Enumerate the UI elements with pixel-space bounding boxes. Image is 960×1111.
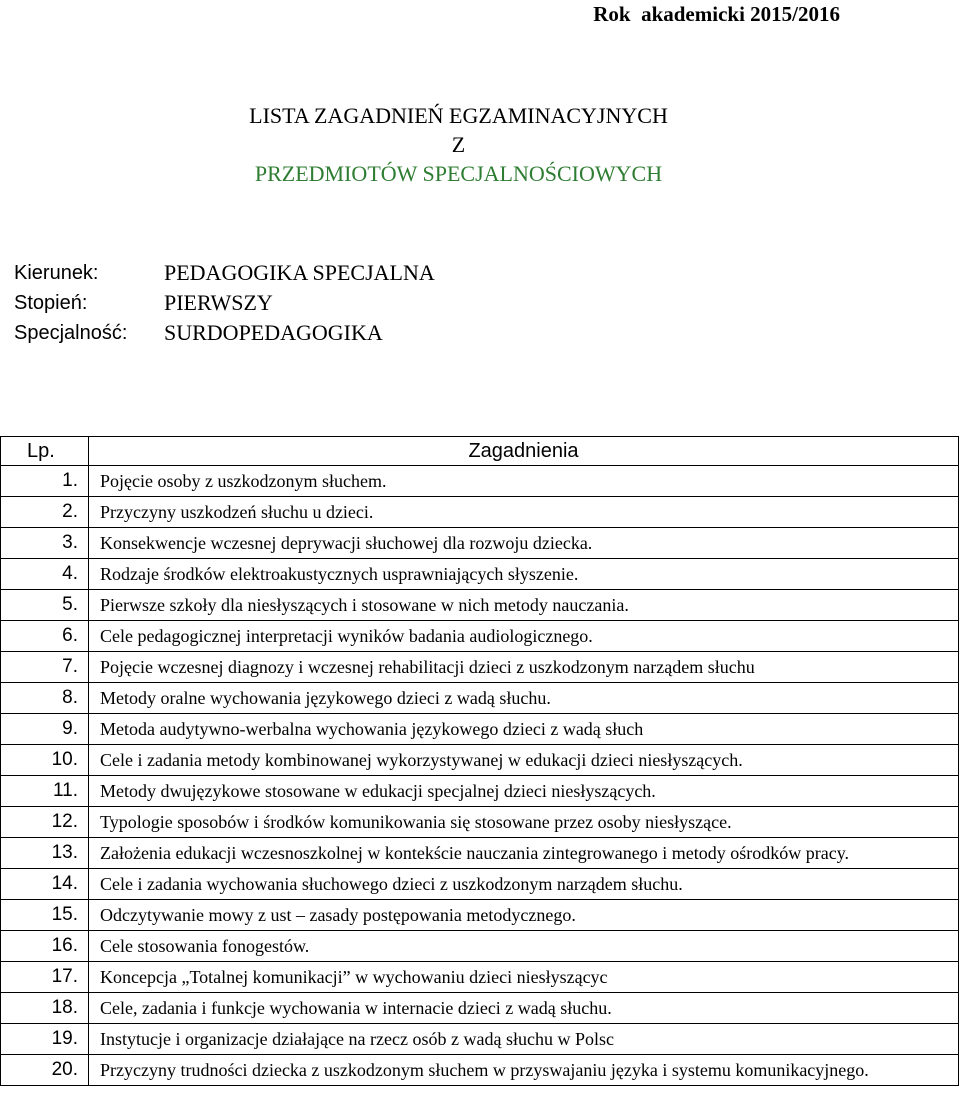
row-topic: Metody dwujęzykowe stosowane w edukacji specjalnej dzieci niesłyszących. (89, 776, 959, 807)
kierunek-row (14, 258, 435, 288)
row-topic: Założenia edukacji wczesnoszkolnej w kontekście nauczania zintegrowanego i metody ośrodków pracy. (89, 838, 959, 869)
row-number: 14. (1, 869, 89, 900)
kierunek-label: Kierunek: (14, 262, 99, 284)
row-topic: Konsekwencje wczesnej deprywacji słuchowej dla rozwoju dziecka. (89, 528, 959, 559)
row-number: 7. (1, 652, 89, 683)
table-row (1, 1024, 959, 1055)
row-topic: Cele, zadania i funkcje wychowania w internacie dzieci z wadą słuchu. (89, 993, 959, 1024)
row-number: 12. (1, 807, 89, 838)
row-topic: Cele pedagogicznej interpretacji wyników badania audiologicznego. (89, 621, 959, 652)
header-topics: Zagadnienia (89, 437, 959, 466)
row-number: 6. (1, 621, 89, 652)
table-row (1, 590, 959, 621)
table-row (1, 776, 959, 807)
topics-table (0, 436, 959, 1086)
document-title-line3: PRZEDMIOTÓW SPECJALNOŚCIOWYCH (254, 161, 663, 186)
row-topic: Pojęcie wczesnej diagnozy i wczesnej rehabilitacji dzieci z uszkodzonym narządem słuchu (89, 652, 959, 683)
header-lp: Lp. (1, 437, 89, 466)
row-topic: Metody oralne wychowania językowego dzieci z wadą słuchu. (89, 683, 959, 714)
specjalnosc-row (14, 318, 435, 348)
row-number: 20. (1, 1055, 89, 1086)
row-topic: Przyczyny uszkodzeń słuchu u dzieci. (89, 497, 959, 528)
row-number: 16. (1, 931, 89, 962)
row-number: 8. (1, 683, 89, 714)
stopien-row (14, 288, 435, 318)
row-topic: Pojęcie osoby z uszkodzonym słuchem. (89, 466, 959, 497)
kierunek-value: PEDAGOGIKA SPECJALNA (164, 260, 435, 285)
row-topic: Cele stosowania fonogestów. (89, 931, 959, 962)
row-number: 18. (1, 993, 89, 1024)
table-row (1, 869, 959, 900)
row-topic: Odczytywanie mowy z ust – zasady postępowania metodycznego. (89, 900, 959, 931)
table-row (1, 714, 959, 745)
row-number: 3. (1, 528, 89, 559)
row-topic: Metoda audytywno-werbalna wychowania językowego dzieci z wadą słuch (89, 714, 959, 745)
row-topic: Pierwsze szkoły dla niesłyszących i stosowane w nich metody nauczania. (89, 590, 959, 621)
academic-year: Rok akademicki 2015/2016 (593, 2, 840, 26)
table-row (1, 745, 959, 776)
row-topic: Typologie sposobów i środków komunikowania się stosowane przez osoby niesłyszące. (89, 807, 959, 838)
table-row (1, 466, 959, 497)
row-topic: Instytucje i organizacje działające na rzecz osób z wadą słuchu w Polsc (89, 1024, 959, 1055)
table-row (1, 962, 959, 993)
row-topic: Przyczyny trudności dziecka z uszkodzonym słuchem w przyswajaniu języka i systemu komunikacyjnego. (89, 1055, 959, 1086)
table-row (1, 528, 959, 559)
table-row (1, 900, 959, 931)
row-number: 15. (1, 900, 89, 931)
table-row (1, 683, 959, 714)
stopien-label: Stopień: (14, 292, 88, 314)
table-row (1, 652, 959, 683)
row-number: 9. (1, 714, 89, 745)
document-title-line1: LISTA ZAGADNIEŃ EGZAMINACYJNYCH (249, 103, 668, 128)
table-row (1, 931, 959, 962)
table-row (1, 807, 959, 838)
table-row (1, 838, 959, 869)
program-info (14, 258, 435, 348)
row-number: 10. (1, 745, 89, 776)
row-topic: Cele i zadania wychowania słuchowego dzieci z uszkodzonym narządem słuchu. (89, 869, 959, 900)
table-row (1, 621, 959, 652)
row-number: 1. (1, 466, 89, 497)
table-header-row (1, 437, 959, 466)
table-row (1, 993, 959, 1024)
specjalnosc-label: Specjalność: (14, 322, 128, 344)
table-row (1, 1055, 959, 1086)
row-topic: Cele i zadania metody kombinowanej wykorzystywanej w edukacji dzieci niesłyszących. (89, 745, 959, 776)
row-number: 17. (1, 962, 89, 993)
row-number: 19. (1, 1024, 89, 1055)
row-number: 11. (1, 776, 89, 807)
row-number: 13. (1, 838, 89, 869)
row-topic: Rodzaje środków elektroakustycznych usprawniających słyszenie. (89, 559, 959, 590)
row-number: 5. (1, 590, 89, 621)
table-row (1, 497, 959, 528)
row-number: 2. (1, 497, 89, 528)
row-topic: Koncepcja „Totalnej komunikacji” w wychowaniu dzieci niesłyszącyc (89, 962, 959, 993)
table-row (1, 559, 959, 590)
stopien-value: PIERWSZY (164, 290, 273, 315)
row-number: 4. (1, 559, 89, 590)
specjalnosc-value: SURDOPEDAGOGIKA (164, 320, 383, 345)
document-title-line2: Z (451, 132, 466, 157)
